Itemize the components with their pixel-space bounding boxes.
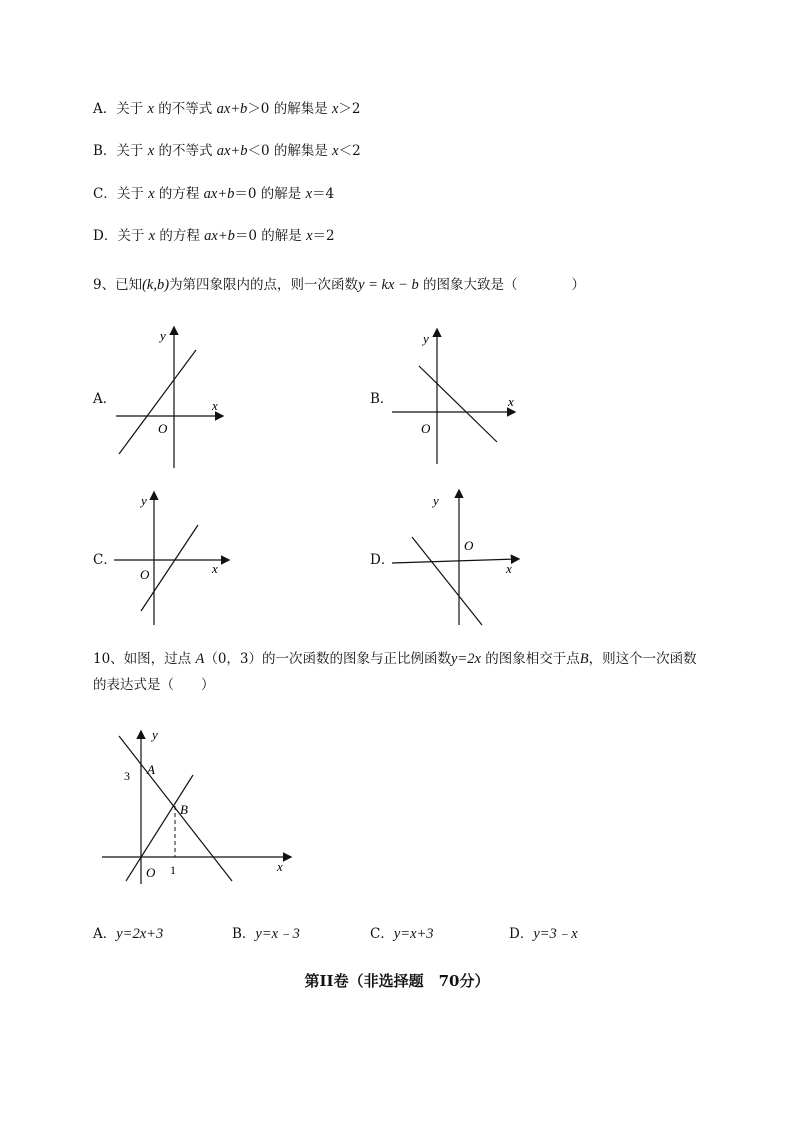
y-tick-3: 3 — [124, 769, 130, 783]
x-axis — [392, 559, 518, 563]
q8-option-a: A．关于 x 的不等式 ax+b＞0 的解集是 x＞2 — [93, 101, 361, 117]
x-label: x — [506, 561, 512, 576]
section-title: 第II卷（非选择题 70分） — [304, 972, 490, 990]
q10-stem-line1: 10、如图，过点 A（0，3）的一次函数的图象与正比例函数y=2x 的图象相交于点B，则这个一次函数 — [93, 651, 697, 667]
origin-label: O — [158, 421, 168, 436]
y-label: y — [423, 331, 429, 346]
q9-graph-c — [110, 485, 235, 630]
y-label: y — [433, 493, 439, 508]
x-label: x — [212, 561, 218, 576]
q9-graph-b-label: B． — [370, 391, 394, 407]
x-tick-1: 1 — [170, 863, 176, 877]
function-line — [119, 350, 196, 454]
function-line — [419, 366, 497, 442]
q10-answer-a: A．y=2x+3 — [93, 926, 164, 942]
q8-option-d: D．关于 x 的方程 ax+b＝0 的解是 x＝2 — [93, 228, 335, 244]
origin-label: O — [140, 567, 150, 582]
q9-graph-c-label: C． — [93, 552, 117, 568]
x-label: x — [212, 398, 218, 413]
x-label: x — [508, 394, 514, 409]
origin-label: O — [421, 421, 431, 436]
q9-graph-d-label: D． — [370, 552, 395, 568]
q9-graph-a-label: A． — [93, 391, 117, 407]
q8-option-b: B．关于 x 的不等式 ax+b＜0 的解集是 x＜2 — [93, 143, 361, 159]
q10-figure — [100, 726, 295, 886]
q10-answer-d: D．y=3﹣x — [509, 926, 578, 942]
origin-label: O — [464, 538, 474, 553]
origin-label: O — [146, 865, 156, 880]
q8-option-c: C．关于 x 的方程 ax+b＝0 的解是 x＝4 — [93, 186, 335, 202]
y-label: y — [141, 493, 147, 508]
q9-graph-d — [388, 485, 528, 630]
function-line — [141, 525, 198, 611]
y-label: y — [160, 328, 166, 343]
y-label: y — [152, 727, 158, 742]
point-b-label: B — [180, 802, 188, 817]
point-a-label: A — [147, 762, 155, 777]
q9-graph-a — [110, 322, 230, 472]
q9-stem: 9、已知(k,b)为第四象限内的点，则一次函数y = kx − b 的图象大致是（ ） — [93, 277, 585, 293]
q10-answer-b: B．y=x﹣3 — [232, 926, 300, 942]
q10-stem-line2: 的表达式是（ ） — [93, 677, 215, 693]
x-label: x — [277, 859, 283, 874]
q10-answer-c: C．y=x+3 — [370, 926, 434, 942]
line-y-2x — [126, 775, 193, 881]
q9-graph-b — [388, 322, 523, 467]
